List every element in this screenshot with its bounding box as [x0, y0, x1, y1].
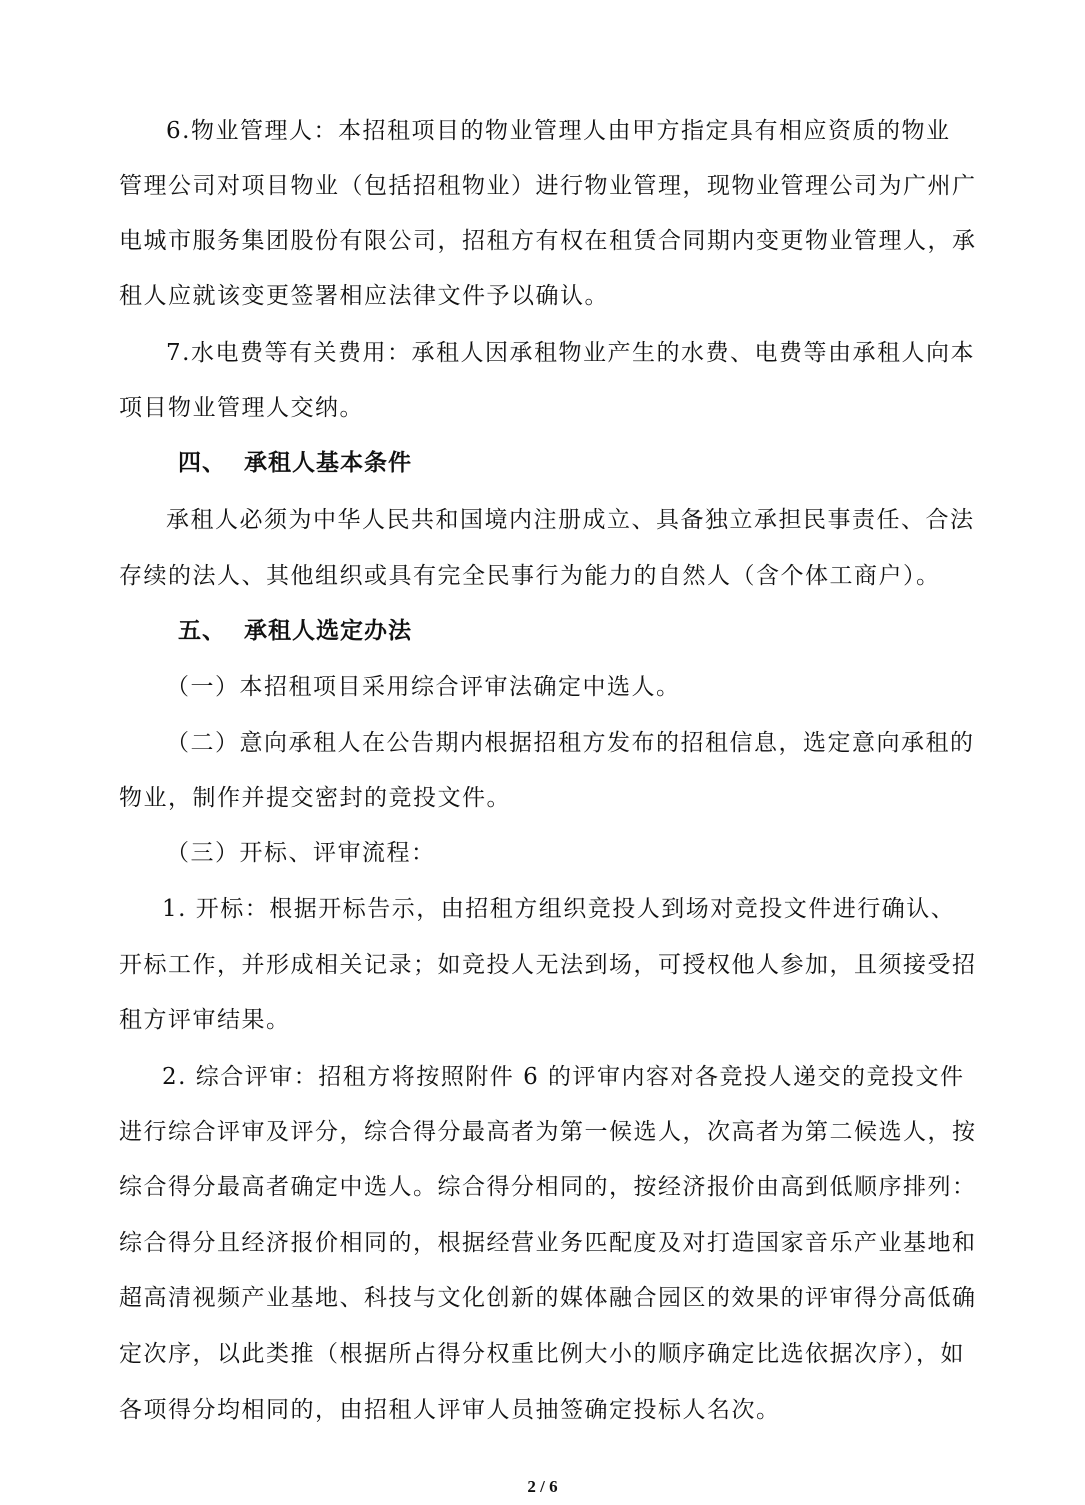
- paragraph-line: （三）开标、评审流程：: [166, 840, 436, 866]
- page-number: 2 / 6: [527, 1477, 558, 1496]
- section-heading-4: [178, 443, 412, 483]
- paragraph-line: 综合得分最高者确定中选人。综合得分相同的，按经济报价由高到低顺序排列：: [119, 1174, 977, 1200]
- paragraph-line: 电城市服务集团股份有限公司，招租方有权在租赁合同期内变更物业管理人，承: [119, 228, 977, 254]
- paragraph-line: 开标工作，并形成相关记录；如竞投人无法到场，可授权他人参加，且须接受招: [119, 952, 977, 978]
- paragraph-line: （一）本招租项目采用综合评审法确定中选人。: [166, 674, 681, 700]
- paragraph-line: 定次序，以此类推（根据所占得分权重比例大小的顺序确定比选依据次序），如: [119, 1341, 965, 1367]
- paragraph-line: 租人应就该变更签署相应法律文件予以确认。: [119, 283, 609, 309]
- paragraph-line: 综合得分且经济报价相同的，根据经营业务匹配度及对打造国家音乐产业基地和: [119, 1230, 977, 1256]
- paragraph-line: 项目物业管理人交纳。: [119, 395, 364, 421]
- section-number: 五、: [178, 617, 226, 644]
- paragraph-line: 承租人必须为中华人民共和国境内注册成立、具备独立承担民事责任、合法: [166, 507, 975, 533]
- paragraph-line: 各项得分均相同的，由招租人评审人员抽签确定投标人名次。: [119, 1397, 781, 1423]
- paragraph-line: 管理公司对项目物业（包括招租物业）进行物业管理，现物业管理公司为广州广: [119, 173, 977, 199]
- paragraph-line: 2. 综合评审：招租方将按照附件 6 的评审内容对各竞投人递交的竞投文件: [162, 1064, 965, 1090]
- section-heading-5: [178, 611, 412, 651]
- paragraph-line: （二）意向承租人在公告期内根据招租方发布的招租信息，选定意向承租的: [166, 730, 975, 756]
- paragraph-line: 7.水电费等有关费用：承租人因承租物业产生的水费、电费等由承租人向本: [166, 340, 975, 366]
- section-number: 四、: [178, 449, 226, 476]
- section-title: 承租人选定办法: [244, 617, 412, 644]
- paragraph-line: 租方评审结果。: [119, 1007, 291, 1033]
- paragraph-line: 存续的法人、其他组织或具有完全民事行为能力的自然人（含个体工商户）。: [119, 563, 941, 589]
- paragraph-line: 进行综合评审及评分，综合得分最高者为第一候选人，次高者为第二候选人，按: [119, 1119, 977, 1145]
- paragraph-line: 超高清视频产业基地、科技与文化创新的媒体融合园区的效果的评审得分高低确: [119, 1285, 977, 1311]
- paragraph-line: 1. 开标：根据开标告示，由招租方组织竞投人到场对竞投文件进行确认、: [162, 896, 956, 922]
- section-title: 承租人基本条件: [244, 449, 412, 476]
- paragraph-line: 物业，制作并提交密封的竞投文件。: [119, 785, 511, 811]
- paragraph-line: 6.物业管理人：本招租项目的物业管理人由甲方指定具有相应资质的物业: [166, 118, 951, 144]
